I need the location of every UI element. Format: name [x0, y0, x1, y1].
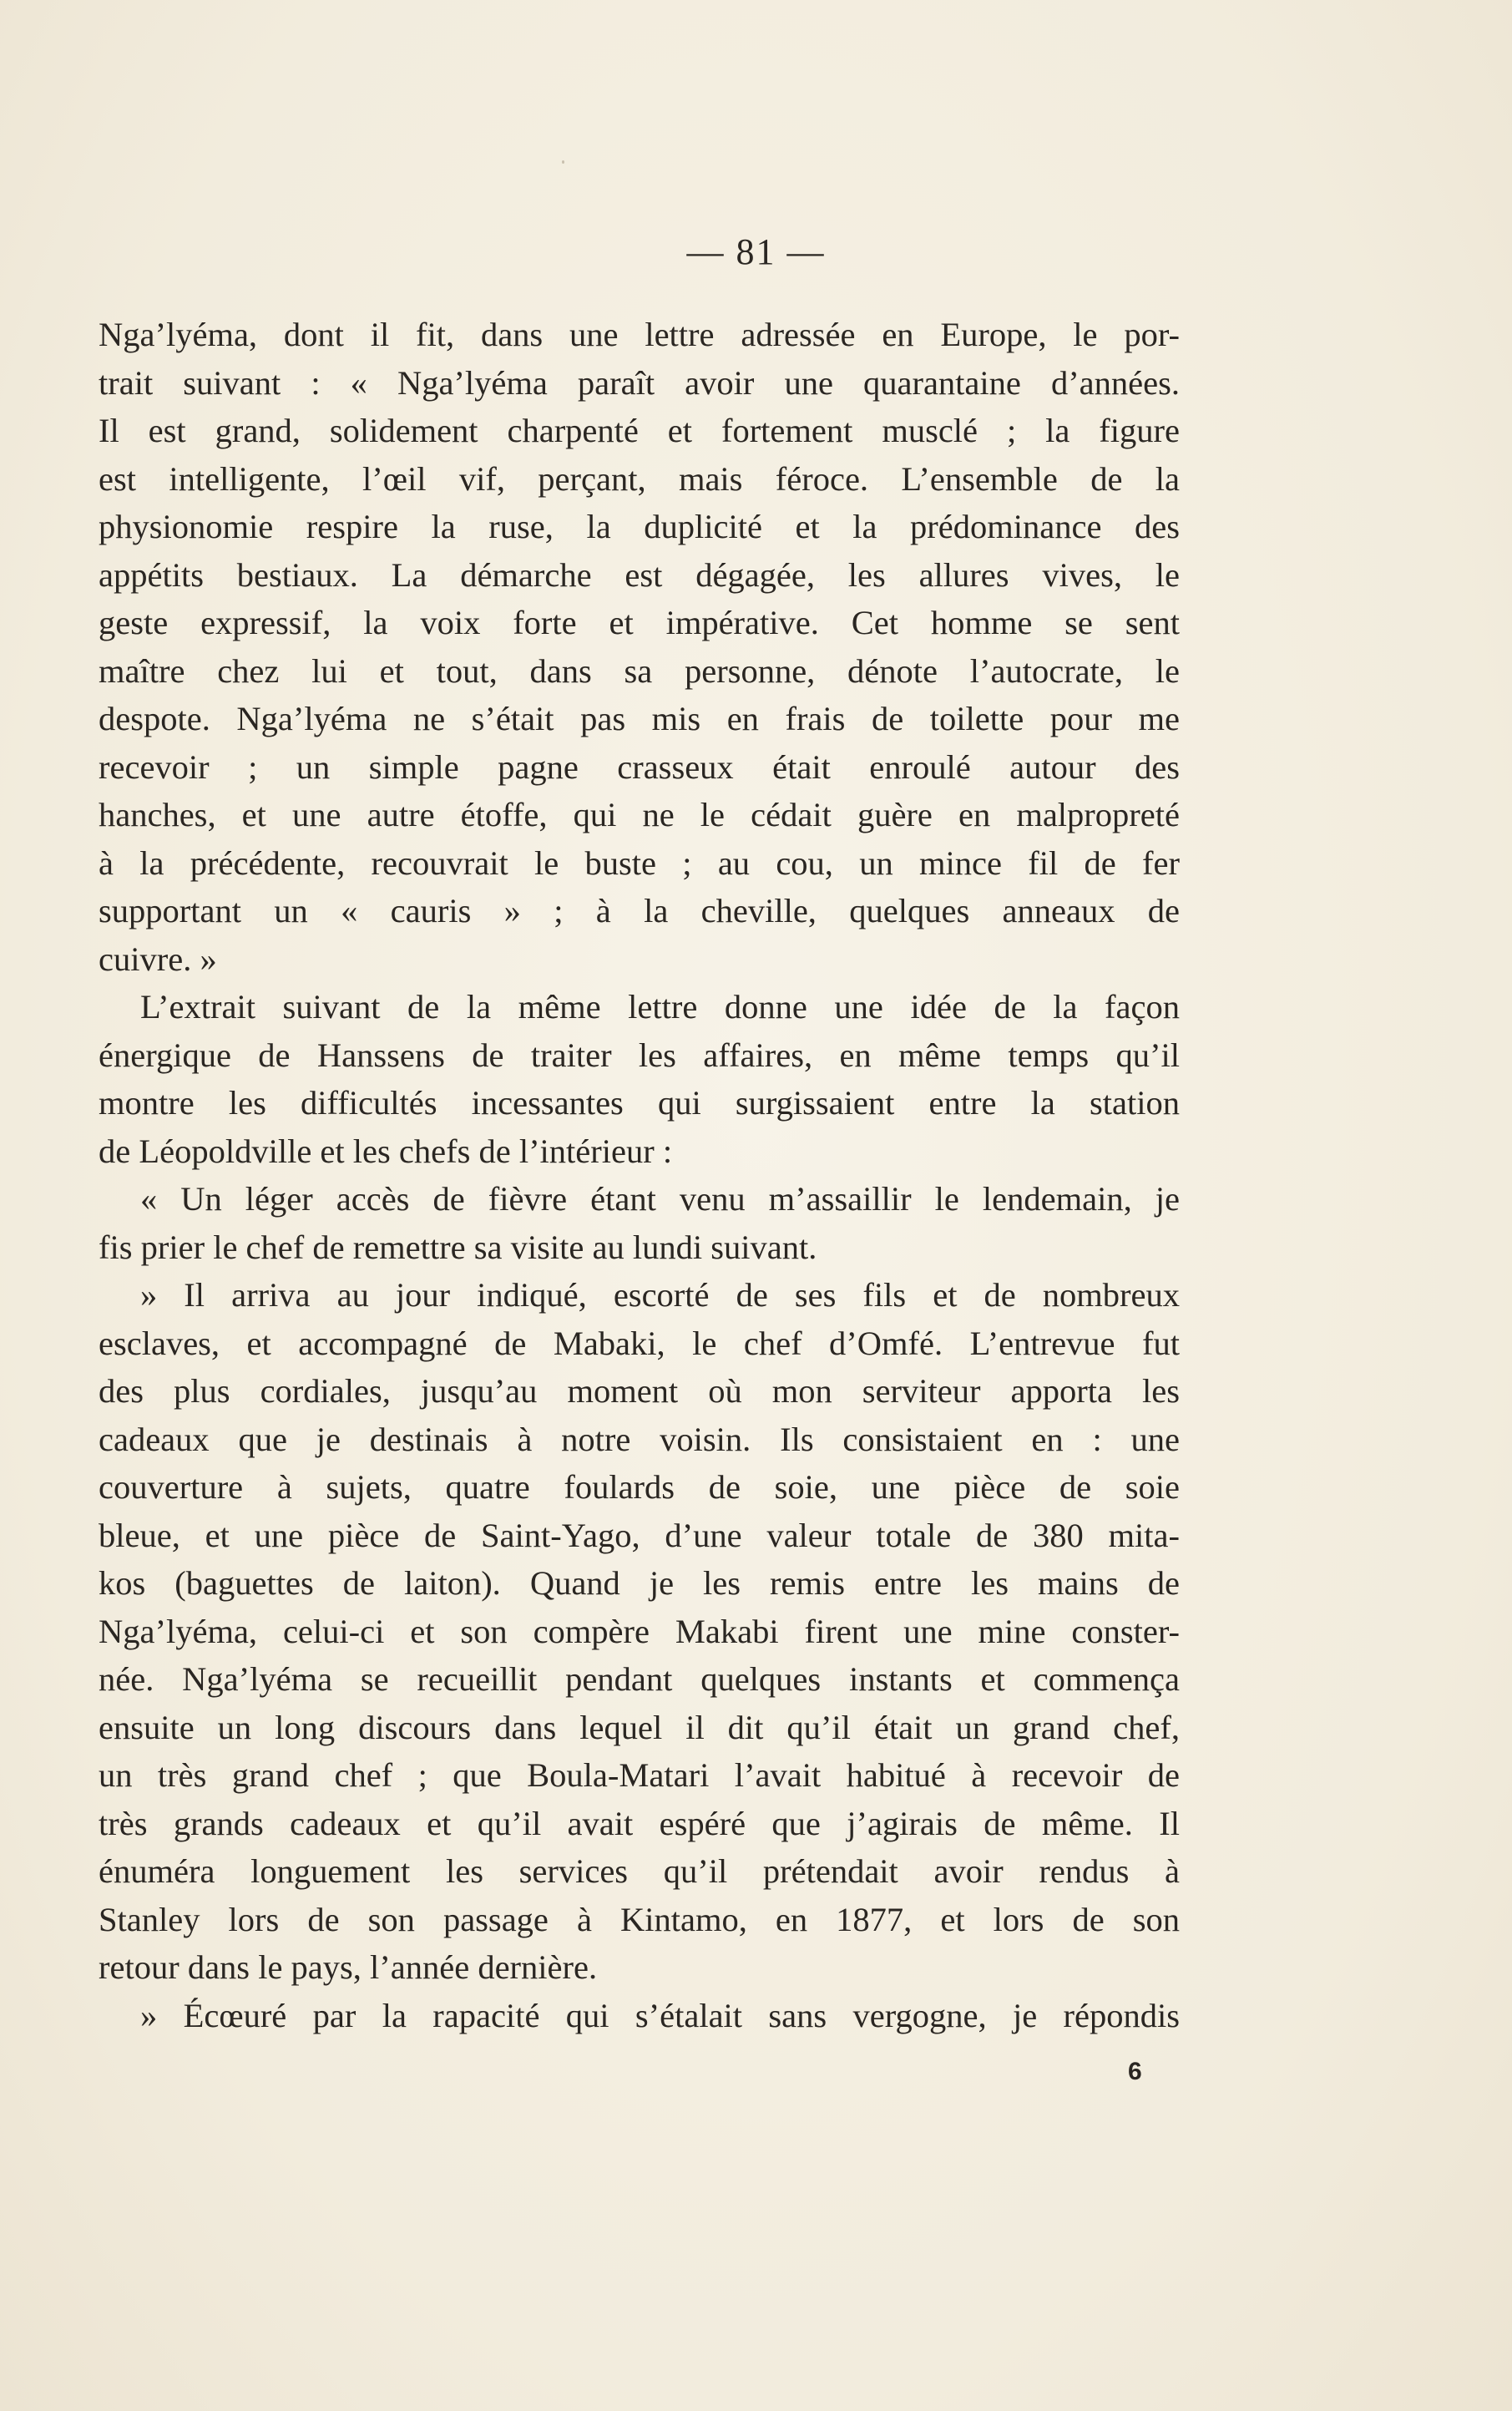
text-line: physionomie respire la ruse, la duplicité et la prédominance des [99, 508, 1180, 545]
text-line: « Un léger accès de fièvre étant venu m’assaillir le lendemain, je [140, 1180, 1180, 1218]
text-line: appétits bestiaux. La démarche est dégagée, les allures vives, le [99, 555, 1180, 594]
text-line: des plus cordiales, jusqu’au moment où mon serviteur apporta les [99, 1372, 1180, 1410]
text-line: hanches, et une autre étoffe, qui ne le cédait guère en malpropreté [99, 796, 1180, 833]
text-line: ensuite un long discours dans lequel il dit qu’il était un grand chef, [99, 1708, 1180, 1746]
text-line: montre les difficultés incessantes qui surgissaient entre la station [99, 1084, 1180, 1122]
paper-speck [562, 160, 564, 164]
text-line: retour dans le pays, l’année dernière. [99, 1948, 598, 1986]
text-line: bleue, et une pièce de Saint-Yago, d’une valeur totale de 380 mita- [99, 1516, 1180, 1554]
text-line: Nga’lyéma, dont il fit, dans une lettre adressée en Europe, le por- [99, 316, 1180, 353]
text-line: cuivre. » [99, 940, 217, 978]
text-line: énuméra longuement les services qu’il prétendait avoir rendus à [99, 1852, 1180, 1890]
text-line: supportant un « cauris » ; à la cheville, quelques anneaux de [99, 892, 1180, 929]
text-line: couverture à sujets, quatre foulards de soie, une pièce de soie [99, 1468, 1180, 1506]
text-line: despote. Nga’lyéma ne s’était pas mis en frais de toilette pour me [99, 700, 1180, 737]
text-line: énergique de Hanssens de traiter les affaires, en même temps qu’il [99, 1036, 1180, 1074]
text-line: » Écœuré par la rapacité qui s’étalait sans vergogne, je répondis [140, 1996, 1180, 2034]
text-line: recevoir ; un simple pagne crasseux était enroulé autour des [99, 747, 1180, 786]
text-line: geste expressif, la voix forte et impérative. Cet homme se sent [99, 604, 1180, 641]
signature-mark: 6 [1128, 2058, 1142, 2085]
text-line: esclaves, et accompagné de Mabaki, le chef d’Omfé. L’entrevue fut [99, 1324, 1180, 1362]
text-line: née. Nga’lyéma se recueillit pendant quelques instants et commença [99, 1660, 1180, 1698]
text-line: Nga’lyéma, celui-ci et son compère Makabi firent une mine conster- [99, 1612, 1180, 1650]
text-line: » Il arriva au jour indiqué, escorté de ses fils et de nombreux [140, 1276, 1180, 1314]
text-line: un très grand chef ; que Boula-Matari l’avait habitué à recevoir de [99, 1756, 1180, 1794]
text-line: trait suivant : « Nga’lyéma paraît avoir une quarantaine d’années. [99, 363, 1180, 402]
text-line: fis prier le chef de remettre sa visite au lundi suivant. [99, 1228, 817, 1266]
page-number: — 81 — [686, 231, 826, 272]
text-line: très grands cadeaux et qu’il avait espéré que j’agirais de même. Il [99, 1804, 1180, 1842]
text-line: L’extrait suivant de la même lettre donne une idée de la façon [140, 988, 1180, 1026]
text-line: Il est grand, solidement charpenté et fortement musclé ; la figure [99, 412, 1180, 449]
text-line: Stanley lors de son passage à Kintamo, en 1877, et lors de son [99, 1900, 1180, 1938]
text-line: kos (baguettes de laiton). Quand je les remis entre les mains de [99, 1564, 1180, 1602]
text-line: maître chez lui et tout, dans sa personne, dénote l’autocrate, le [99, 651, 1180, 690]
text-line: cadeaux que je destinais à notre voisin. Ils consistaient en : une [99, 1420, 1180, 1458]
text-line: de Léopoldville et les chefs de l’intérieur : [99, 1132, 673, 1170]
body-text [99, 311, 1180, 2039]
text-line: est intelligente, l’œil vif, perçant, mais féroce. L’ensemble de la [99, 459, 1180, 498]
text-line: à la précédente, recouvrait le buste ; au cou, un mince fil de fer [99, 843, 1180, 882]
